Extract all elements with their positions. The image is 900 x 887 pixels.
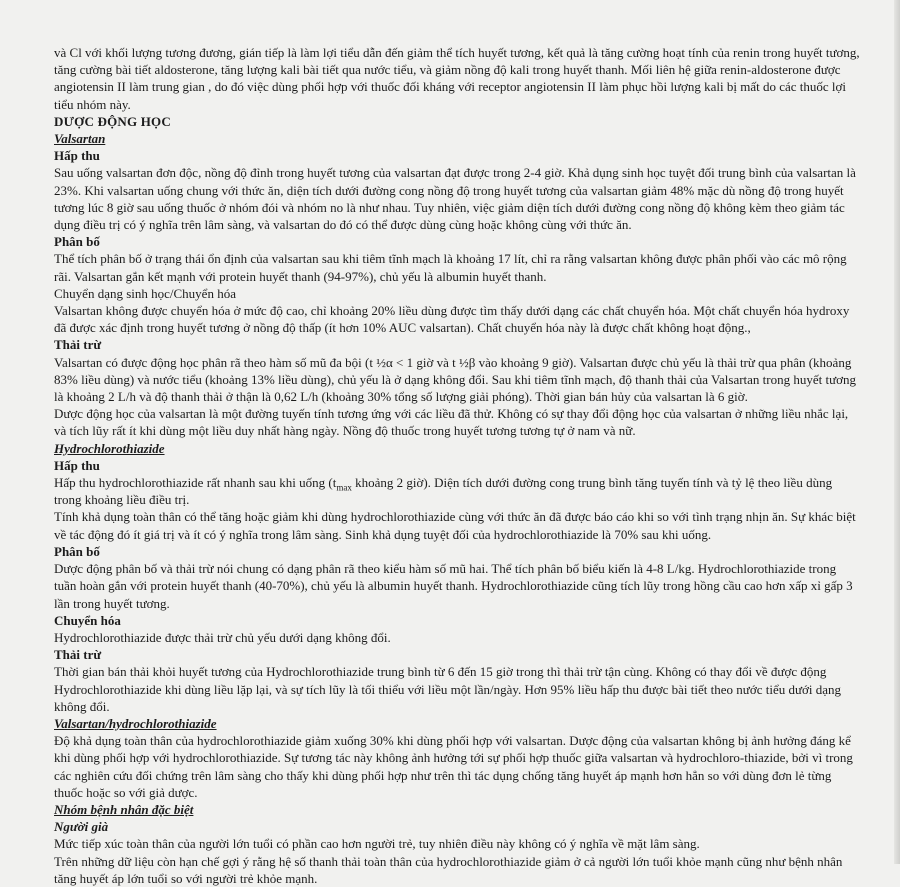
- hctz-metabolism-heading: Chuyển hóa: [54, 612, 121, 628]
- hctz-absorption-text: [54, 474, 860, 508]
- hctz-elimination-text: Thời gian bán thải khỏi huyết tương của Hydrochlorothiazide trung bình từ 6 đến 15 giờ trong thì thải trừ tận cùng. Không có thay đổi về được động Hydrochlorothiazide khi dùng liều lặp lại, và sự tích lũy là tối thiểu với liều một lần/ngày. Hơn 95% liều hấp thu được bài tiết theo nước tiểu dưới dạng không đổi.: [54, 664, 842, 714]
- hctz-metabolism-text: Hydrochlorothiazide được thải trừ chủ yếu dưới dạng không đổi.: [54, 629, 391, 645]
- combination-text: Độ khả dụng toàn thân của hydrochlorothiazide giảm xuống 30% khi dùng phối hợp với valsartan. Dược động của valsartan không bị ảnh hưởng đáng kể khi dùng phối hợp với hydrochlorothiazide. Sự tương tác này không ảnh hưởng tới sự phối hợp thuốc giữa valsartan và hydrochloro-thiazide, bởi vì trong các nghiên cứu đối chứng trên lâm sàng cho thấy khi dùng phối hợp như trên thì tác dụng chống tăng huyết áp mạnh hơn hẳn so với dùng đơn lẻ từng thuốc hoặc so với giả dược.: [54, 733, 853, 800]
- valsartan-metabolism-heading: Chuyển dạng sinh học/Chuyển hóa: [54, 285, 236, 301]
- valsartan-distribution-heading: Phân bố: [54, 234, 100, 250]
- valsartan-absorption-heading: Hấp thu: [54, 148, 100, 164]
- intro-paragraph: và Cl với khối lượng tương đương, gián tiếp là làm lợi tiểu dẫn đến giảm thể tích huyết tương, kết quả là tăng cường hoạt tính của renin trong huyết tương, tăng cường bài tiết aldosterone, tăng lượng kali bài tiết qua nước tiểu, và giảm nồng độ kali trong huyết thanh. Mối liên hệ giữa renin-aldosterone được angiotensin II làm trung gian , do đó việc dùng phối hợp với thuốc đối kháng với receptor angiotensin II làm phục hồi lượng kali bị mất do các thuốc lợi tiểu nhóm này.: [54, 45, 860, 112]
- combination-heading: Valsartan/hydrochlorothiazide: [54, 715, 217, 731]
- valsartan-elimination-text: Valsartan có được động học phân rã theo hàm số mũ đa bội (t ½α < 1 giờ và t ½β vào khoảng 9 giờ). Valsartan được chủ yếu là thải trừ qua phân (khoảng 83% liều dùng) và nước tiểu (khoảng 13% liều dùng), chủ yếu là ở dạng không đổi. Sau khi tiêm tĩnh mạch, độ thanh thải của Valsartan trong huyết tương là khoảng 2 L/h và độ thanh thải ở thận là 0,62 L/h (khoảng 30% tổng số lượng giải phóng). Thời gian bán hủy của valsartan là 6 giờ.: [54, 354, 857, 405]
- hctz-absorption-text-2: Tính khả dụng toàn thân có thể tăng hoặc giảm khi dùng hydrochlorothiazide cùng với thức ăn đã được báo cáo khi so với tình trạng nhịn ăn. Sự khác biệt về tác động đó ít giá trị và ít có ý nghĩa trong lâm sàng. Sinh khả dụng tuyệt đối của hydrochlorothiazide là 70% sau khi uống.: [54, 509, 856, 542]
- valsartan-linearity-text: Dược động học của valsartan là một đường tuyến tính tương ứng với các liều đã thử. Không có sự thay đổi động học của valsartan ở những liều nhắc lại, và tích lũy rất ít khi dùng một liều duy nhất hàng ngày. Nồng độ thuốc trong huyết tương tương tự ở nam và nữ.: [54, 406, 849, 439]
- pharmacokinetics-heading: DƯỢC ĐỘNG HỌC: [54, 113, 171, 129]
- tmax-subscript: max: [336, 482, 352, 493]
- hctz-absorption-text-b: khoảng 2 giờ). Diện tích dưới đường cong trung bình tăng tuyến tính và tỷ lệ theo liều dùng trong khoảng liều điều trị.: [54, 475, 833, 508]
- valsartan-metabolism-text: Valsartan không được chuyển hóa ở mức độ cao, chỉ khoảng 20% liều dùng được tìm thấy dưới dạng các chất chuyển hóa. Một chất chuyển hóa hydroxy đã được xác định trong huyết tương ở nồng độ thấp (ít hơn 10% AUC valsartan). Chất chuyển hóa này là được chất không hoạt động.,: [54, 303, 850, 336]
- hctz-absorption-heading: Hấp thu: [54, 457, 100, 473]
- elderly-text: Mức tiếp xúc toàn thân của người lớn tuổi có phần cao hơn người trẻ, tuy nhiên điều này không có ý nghĩa về mặt lâm sàng.: [54, 836, 700, 852]
- hctz-distribution-text: Dược động phân bố và thải trừ nói chung có dạng phân rã theo kiểu hàm số mũ hai. Thể tích phân bố biểu kiến là 4-8 L/kg. Hydrochlorothiazide trong tuần hoàn gắn với protein huyết thanh (40-70%), chủ yếu là albumin huyết thanh. Hydrochlorothiazide cũng tích lũy trong hồng cầu cao hơn xấp xỉ gấp 3 lần trong huyết tương.: [54, 561, 853, 611]
- hctz-distribution-heading: Phân bố: [54, 543, 100, 559]
- special-populations-heading: Nhóm bệnh nhân đặc biệt: [54, 801, 194, 817]
- valsartan-heading: Valsartan: [54, 131, 106, 147]
- page-edge-shadow: [894, 0, 900, 864]
- valsartan-absorption-text: Sau uống valsartan đơn độc, nồng độ đỉnh trong huyết tương của valsartan đạt được trong 2-4 giờ. Khả dụng sinh học tuyệt đối trung bình của valsartan là 23%. Khi valsartan uống chung với thức ăn, diện tích dưới đường cong nồng độ trong huyết tương của valsartan giảm 48% mặc dù nồng độ trong huyết tương lúc 8 giờ sau uống thuốc ở nhóm đói và nhóm no là như nhau. Tuy nhiên, việc giảm diện tích dưới đường cong nồng độ không kèm theo giảm tác dụng điều trị có ý nghĩa trên lâm sàng, và valsartan do đó có thể được dùng cùng hoặc không cùng với thức ăn.: [54, 165, 856, 233]
- elderly-heading: Người già: [54, 819, 109, 835]
- hctz-heading: Hydrochlorothiazide: [54, 440, 165, 456]
- valsartan-elimination-heading: Thải trừ: [54, 337, 102, 353]
- hctz-elimination-heading: Thải trừ: [54, 647, 102, 663]
- hctz-absorption-text-a: Hấp thu hydrochlorothiazide rất nhanh sau khi uống (t: [54, 475, 337, 491]
- valsartan-distribution-text: Thể tích phân bố ở trạng thái ổn định của valsartan sau khi tiêm tĩnh mạch là khoảng 17 lít, chỉ ra rằng valsartan không được phân phối vào các mô rộng rãi. Valsartan gắn kết mạnh với protein huyết thanh (94-97%), chủ yếu là albumin huyết thanh.: [54, 251, 847, 284]
- elderly-text-2: Trên những dữ liệu còn hạn chế gợi ý rằng hệ số thanh thải toàn thân của hydrochlorothiazide giảm ở cả người lớn tuổi khỏe mạnh cũng như bệnh nhân tăng huyết áp lớn tuổi so với người trẻ khỏe mạnh.: [54, 853, 843, 886]
